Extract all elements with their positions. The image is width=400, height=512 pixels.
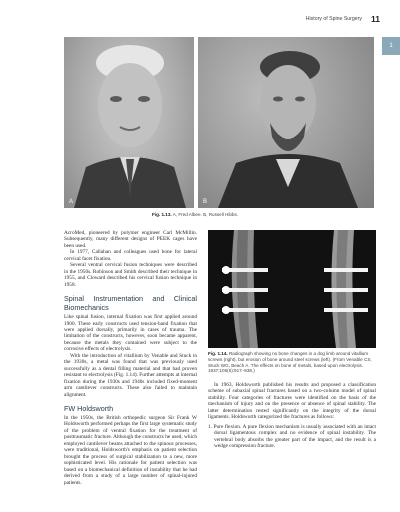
chapter-tab: 1	[382, 37, 400, 55]
radiograph-figure	[208, 230, 376, 348]
section-heading-instrumentation: Spinal Instrumentation and Clinical Biomechanics	[64, 294, 197, 313]
panel-letter-b: B	[203, 199, 208, 205]
photo-russell-hibbs	[198, 37, 374, 208]
portrait-a-illustration	[64, 37, 194, 208]
figure-1-14-caption	[208, 351, 376, 374]
left-text-column	[64, 230, 197, 486]
figure-1-13-text: A, Fred Albee. B, Russell Hibbs.	[172, 212, 239, 217]
page-number: 11	[371, 14, 380, 24]
portrait-b-illustration	[198, 37, 374, 208]
figure-1-13-caption	[152, 212, 382, 218]
paragraph: With the introduction of vitallium by Venable and Stuck in the 1930s, a metal was found that was previously used successfully as a dental filling material and that had proven resistant to electrolysis (Fig. 1.14). Further attempts at internal fixation during the 1930s and 1940s included fixed-moment arm cantilever constructs. These also failed to maintain alignment.	[64, 352, 197, 398]
section-heading-holdsworth: FW Holdsworth	[64, 403, 114, 413]
paragraph: In 1977, Callahan and colleagues used bone for lateral cervical facet fixation.	[64, 249, 197, 262]
right-text-column	[208, 382, 376, 450]
list-item: 1. Pure flexion. A pure flexion mechanism is usually associated with an intact dorsal ligamentous complex and no evidence of spinal instability. The vertebral body absorbs the greater part of the impact, and the result is a wedge compression fracture.	[208, 423, 376, 450]
photo-fred-albee	[64, 37, 194, 208]
radiograph-illustration	[208, 230, 376, 348]
paragraph: In 1963, Holdsworth published his results and proposed a classification scheme of subaxial spinal fractures based on a two-column model of spinal stability. Four categories of fractures were identified on the basis of the mechanism of injury and on the presence or absence of spinal stability. The latter determination rested significantly on the integrity of the dorsal ligaments. Holdsworth categorized the fractures as follows:	[208, 382, 376, 421]
figure-1-14-text: Radiograph showing no bone changes in a dog limb around vitallium screws (right), but erosion of bone around steel screws (left). (From Venable CS, Stuck WG, Beach A. The effects on bone of metals, based upon electrolysis. 1937;106(6):917–938.)	[208, 351, 372, 374]
paragraph: In the 1950s, the British orthopedic surgeon Sir Frank W Holdsworth performed perhaps the first large systematic study of the problem of ventral fixation for the treatment of posttraumatic fracture. Although the constructs he used, which employed cantilever beams attached to the spinous processes, were traditional, Holdsworth's emphasis on patient selection brought the process of surgical stabilization to a new, more sophisticated level. His rationale for patient selection was based on a biomechanical definition of instability that he had derived from a study of a large number of spinal-injured patients.	[64, 414, 197, 486]
paragraph: Several ventral cervical fusion techniques were described in the 1950s. Robinson and Smith described their technique in 1955, and Cloward described his cervical fusion technique in 1958.	[64, 262, 197, 288]
running-title: History of Spine Surgery	[305, 16, 362, 22]
panel-letter-a: A	[69, 199, 74, 205]
running-header	[0, 14, 400, 28]
paragraph: AcroMed, pioneered by polymer engineer Carl McMillin. Subsequently, many different designs of PEEK cages have been used.	[64, 230, 197, 249]
figure-1-13-label: Fig. 1.13.	[152, 212, 172, 217]
figure-1-14-label: Fig. 1.14.	[208, 351, 228, 356]
paragraph: Like spinal fusion, internal fixation was first applied around 1900. These early constructs used tension-band fixation that were applied dorsally, primarily in cases of trauma. The limitation of the constructs, however, soon became apparent, because the metals they contained were subject to the corrosive effects of electrolysis.	[64, 314, 197, 353]
